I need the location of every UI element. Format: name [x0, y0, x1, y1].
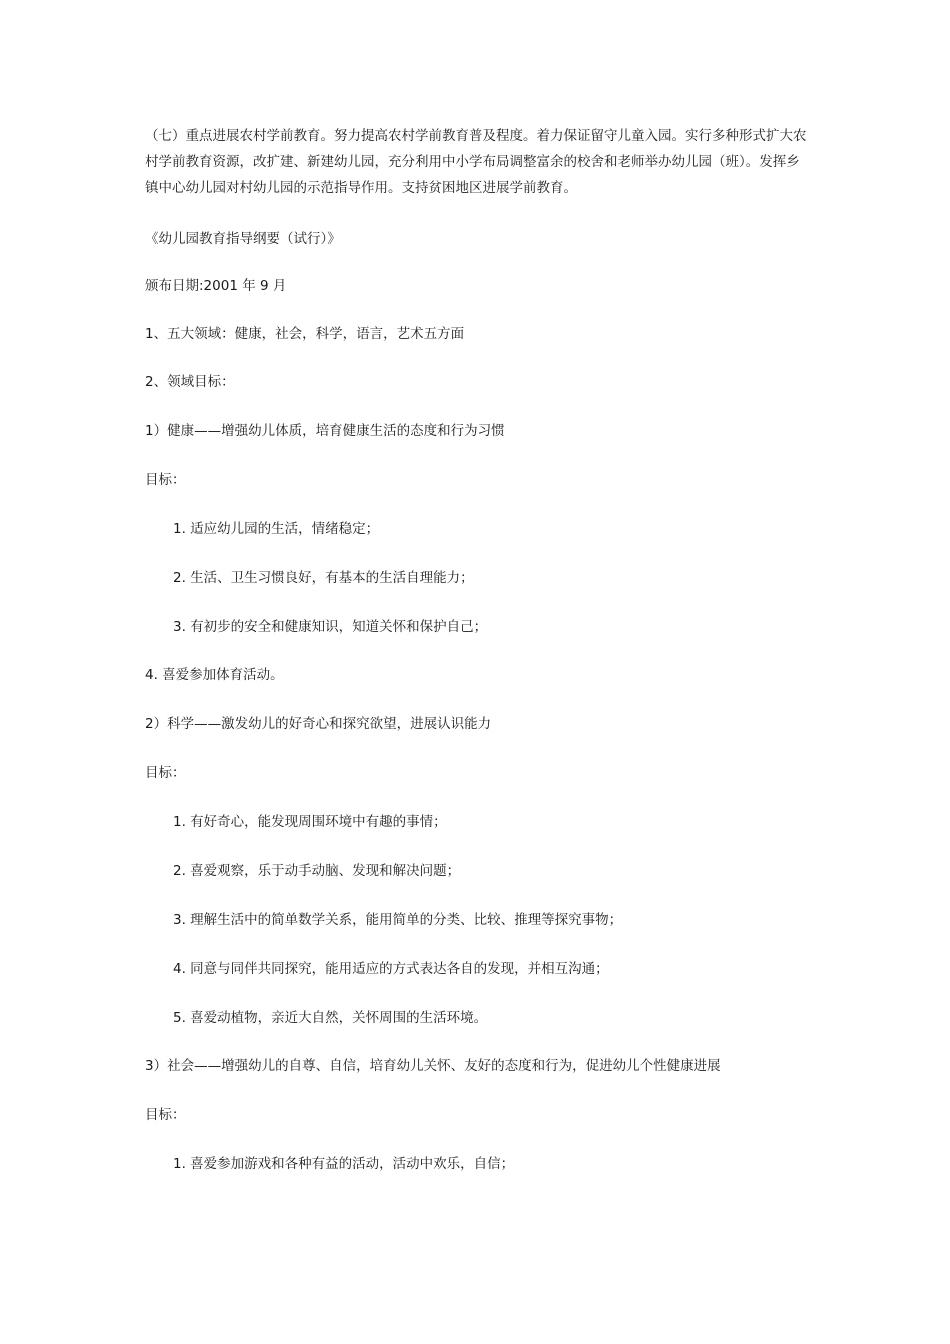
health-goal-item: 1. 适应幼儿园的生活，情绪稳定；	[173, 521, 380, 537]
five-domains-line: 1、五大领域：健康，社会，科学，语言，艺术五方面	[145, 326, 465, 342]
intro-paragraph: （七）重点进展农村学前教育。努力提高农村学前教育普及程度。着力保证留守儿童入园。实行多种形式扩大农村学前教育资源，改扩建、新建幼儿园，充分利用中小学布局调整富余的校舍和老师举办幼儿园（班）。发挥乡镇中心幼儿园对村幼儿园的示范指导作用。支持贫困地区进展学前教育。	[145, 128, 807, 196]
science-goal-item: 5. 喜爱动植物，亲近大自然，关怀周围的生活环境。	[173, 1010, 488, 1026]
science-goal-item: 1. 有好奇心，能发现周围环境中有趣的事情；	[173, 814, 447, 830]
document-title: 《幼儿园教育指导纲要（试行）》	[145, 231, 341, 247]
health-goal-item: 3. 有初步的安全和健康知识，知道关怀和保护自己；	[173, 619, 488, 635]
health-heading: 1）健康——增强幼儿体质，培育健康生活的态度和行为习惯	[145, 423, 505, 439]
science-heading: 2）科学——激发幼儿的好奇心和探究欲望，进展认识能力	[145, 716, 492, 732]
society-goal-item: 1. 喜爱参加游戏和各种有益的活动，活动中欢乐，自信；	[173, 1156, 515, 1172]
society-heading: 3）社会——增强幼儿的自尊、自信，培育幼儿关怀、友好的态度和行为，促进幼儿个性健康进展	[145, 1058, 721, 1074]
health-goals-label: 目标：	[145, 472, 186, 488]
society-goals-label: 目标：	[145, 1107, 186, 1123]
science-goal-item: 3. 理解生活中的简单数学关系，能用简单的分类、比较、推理等探究事物；	[173, 912, 623, 928]
science-goals-label: 目标：	[145, 765, 186, 781]
health-goal-item: 2. 生活、卫生习惯良好，有基本的生活自理能力；	[173, 570, 474, 586]
domain-goals-heading: 2、领域目标：	[145, 374, 235, 390]
health-goal-item: 4. 喜爱参加体育活动。	[145, 667, 284, 683]
science-goal-item: 2. 喜爱观察，乐于动手动脑、发现和解决问题；	[173, 863, 461, 879]
science-goal-item: 4. 同意与同伴共同探究，能用适应的方式表达各自的发现，并相互沟通；	[173, 961, 609, 977]
publish-date: 颁布日期:2001 年 9 月	[145, 278, 287, 294]
